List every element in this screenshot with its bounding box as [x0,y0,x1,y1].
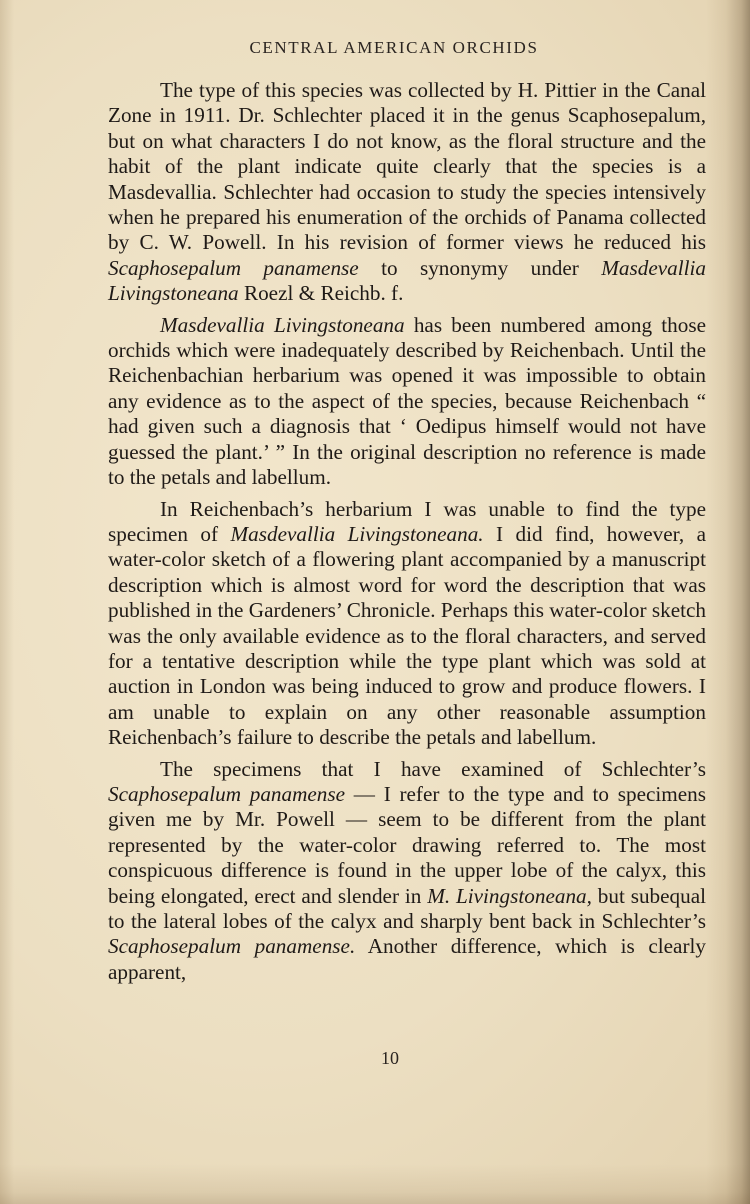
paragraph-1 [108,78,706,307]
text-run: to synonymy under [358,255,602,280]
text-run: In Reichenbach’s herbarium I was unable to find the type specimen of [108,496,706,546]
text-run: The type of this species was collected by H. Pittier in the Canal Zone in 1911. Dr. Schlechter placed it in the genus Scaphosepalum, but on what characters I do not know, as the floral structure and the habit of the plant indicate quite clearly that the species is a Masdevallia. Schlechter had occasion to study the species intensively when he prepared his enumeration of the orchids of Panama collected by C. W. Powell. In his revision of former views he reduced his [108,78,706,255]
page-number: 10 [381,1048,399,1068]
body-text [108,78,706,991]
italic-run: Scaphosepalum panamense. [108,934,356,959]
text-run: Another difference, which is clearly apparent, [108,934,706,984]
italic-run: Masdevallia Livingstoneana. [230,521,484,546]
italic-run: Scaphosepalum panamense [108,255,359,280]
page-shadow-left [0,0,14,1204]
paragraph-2 [108,313,706,491]
text-run: — I refer to the type and to specimens given me by Mr. Powell — seem to be different from the plant represented by the water-color drawing referred to. The most conspicuous difference is found in the upper lobe of the calyx, this being elongated, erect and slender in [108,781,706,908]
italic-run: Scaphosepalum panamense [108,781,346,806]
italic-run: Masdevallia Livingstoneana [108,255,706,306]
italic-run: M. Livingstoneana, [427,883,592,908]
paragraph-4 [108,757,706,986]
paragraph-3 [108,497,706,751]
text-run: The specimens that I have examined of Schlechter’s [160,756,706,781]
page-shadow-right [706,0,750,1204]
text-run: has been numbered among those orchids which were inadequately described by Reichenbach. Until the Reichenbachian herbarium was opened it was impossible to obtain any evidence as to the aspect of the species, because Reichenbach “ had given such a diagnosis that ‘ Oedipus himself would not have guessed the plant.’ ” In the original description no reference is made to the petals and labellum. [108,312,706,490]
text-run: I did find, however, a water-color sketch of a flowering plant accompanied by a manuscript description which is almost word for word the description that was published in the Gardeners’ Chronicle. Perhaps this water-color sketch was the only available evidence as to the floral characters, and served for a tentative description while the type plant which was sold at auction in London was being induced to grow and produce flowers. I am unable to explain on any other reasonable assumption Reichenbach’s failure to describe the petals and labellum. [108,521,706,750]
page-shadow-bottom [0,1164,750,1204]
running-head: CENTRAL AMERICAN ORCHIDS [249,38,539,57]
text-run: Roezl & Reichb. f. [238,281,404,306]
text-run: but subequal to the lateral lobes of the calyx and sharply bent back in Schlechter’s [108,883,707,933]
italic-run: Masdevallia Livingstoneana [160,312,405,337]
